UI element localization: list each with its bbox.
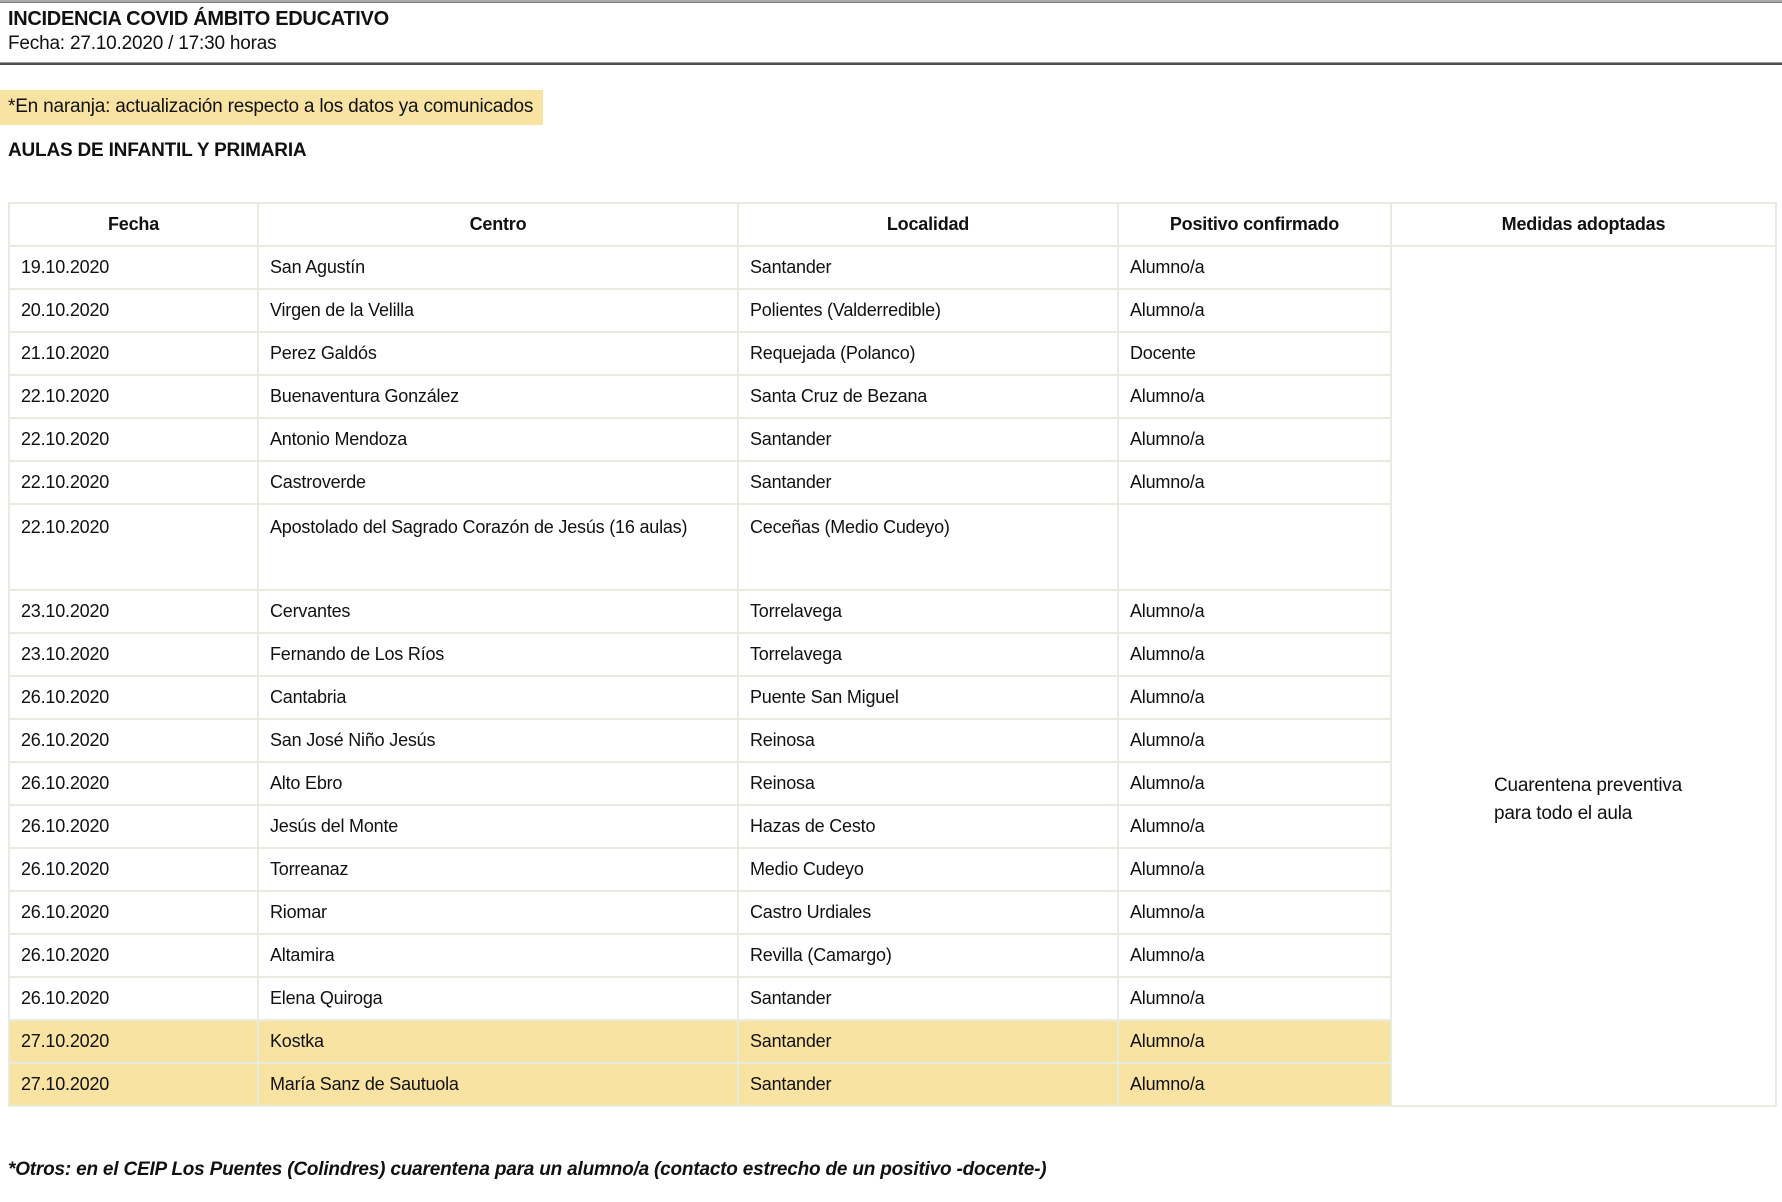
cell-positivo: Alumno/a (1118, 676, 1391, 719)
cell-positivo: Alumno/a (1118, 805, 1391, 848)
cell-centro-text: Cantabria (270, 687, 347, 707)
cell-centro-text: Virgen de la Velilla (270, 300, 414, 320)
cell-positivo: Alumno/a (1118, 1063, 1391, 1106)
cell-positivo: Alumno/a (1118, 762, 1391, 805)
cell-centro-text: Antonio Mendoza (270, 429, 408, 449)
cell-fecha: 26.10.2020 (9, 762, 258, 805)
cell-fecha: 22.10.2020 (9, 504, 258, 590)
cell-fecha: 19.10.2020 (9, 246, 258, 289)
cell-centro-text: María Sanz de Sautuola (270, 1074, 459, 1094)
cell-centro-text: Perez Galdós (270, 343, 377, 363)
cell-localidad: Requejada (Polanco) (738, 332, 1118, 375)
cell-centro (258, 590, 738, 633)
cell-positivo: Alumno/a (1118, 418, 1391, 461)
cell-fecha: 22.10.2020 (9, 461, 258, 504)
cell-centro (258, 332, 738, 375)
cell-positivo: Docente (1118, 332, 1391, 375)
cell-localidad: Revilla (Camargo) (738, 934, 1118, 977)
cell-positivo: Alumno/a (1118, 719, 1391, 762)
header-separator (0, 62, 1782, 65)
cell-localidad: Hazas de Cesto (738, 805, 1118, 848)
cell-localidad: Medio Cudeyo (738, 848, 1118, 891)
table-header-row (9, 203, 1776, 246)
cell-positivo: Alumno/a (1118, 934, 1391, 977)
cell-centro (258, 934, 738, 977)
cell-fecha: 23.10.2020 (9, 633, 258, 676)
covid-incidence-table (8, 202, 1777, 1107)
cell-centro-text: San Agustín (270, 257, 365, 277)
cell-fecha: 23.10.2020 (9, 590, 258, 633)
cell-localidad: Torrelavega (738, 633, 1118, 676)
cell-centro-text: Cervantes (270, 601, 351, 621)
cell-fecha: 26.10.2020 (9, 891, 258, 934)
cell-fecha: 26.10.2020 (9, 934, 258, 977)
cell-centro-text: Altamira (270, 945, 335, 965)
cell-fecha: 27.10.2020 (9, 1020, 258, 1063)
cell-localidad: Reinosa (738, 762, 1118, 805)
cell-centro (258, 977, 738, 1020)
cell-centro (258, 891, 738, 934)
cell-positivo: Alumno/a (1118, 375, 1391, 418)
measures-text: Cuarentena preventiva para todo el aula (1494, 774, 1683, 824)
cell-fecha: 26.10.2020 (9, 805, 258, 848)
column-header-positivo: Positivo confirmado (1118, 203, 1391, 246)
page-title: INCIDENCIA COVID ÁMBITO EDUCATIVO (8, 8, 389, 30)
measures-merged-cell (1391, 246, 1776, 1106)
cell-localidad: Santa Cruz de Bezana (738, 375, 1118, 418)
cell-fecha: 26.10.2020 (9, 848, 258, 891)
cell-fecha: 20.10.2020 (9, 289, 258, 332)
cell-centro (258, 719, 738, 762)
cell-centro-text: Buenaventura González (270, 386, 459, 406)
cell-localidad: Ceceñas (Medio Cudeyo) (738, 504, 1118, 590)
date-line: Fecha: 27.10.2020 / 17:30 horas (8, 33, 277, 54)
cell-centro (258, 246, 738, 289)
cell-localidad: Torrelavega (738, 590, 1118, 633)
cell-localidad: Reinosa (738, 719, 1118, 762)
column-header-medidas: Medidas adoptadas (1391, 203, 1776, 246)
cell-centro-text: Apostolado del Sagrado Corazón de Jesús (16 aulas) (270, 517, 688, 537)
cell-positivo: Alumno/a (1118, 1020, 1391, 1063)
cell-centro (258, 848, 738, 891)
cell-localidad: Santander (738, 461, 1118, 504)
cell-centro (258, 805, 738, 848)
cell-localidad: Santander (738, 1063, 1118, 1106)
cell-positivo: Alumno/a (1118, 289, 1391, 332)
cell-centro-text: Alto Ebro (270, 773, 343, 793)
cell-positivo: Alumno/a (1118, 246, 1391, 289)
cell-centro (258, 1063, 738, 1106)
cell-fecha: 26.10.2020 (9, 719, 258, 762)
cell-centro (258, 762, 738, 805)
cell-centro (258, 289, 738, 332)
cell-fecha: 27.10.2020 (9, 1063, 258, 1106)
cell-centro (258, 504, 738, 590)
column-header-centro: Centro (258, 203, 738, 246)
column-header-localidad: Localidad (738, 203, 1118, 246)
footer-note: *Otros: en el CEIP Los Puentes (Colindres) cuarentena para un alumno/a (contacto estrecho de un positivo -docente-) (8, 1159, 1047, 1180)
cell-localidad: Santander (738, 418, 1118, 461)
cell-centro (258, 633, 738, 676)
cell-positivo (1118, 504, 1391, 590)
cell-centro-text: Fernando de Los Ríos (270, 644, 445, 664)
cell-centro-text: Elena Quiroga (270, 988, 383, 1008)
cell-centro-text: Riomar (270, 902, 327, 922)
cell-centro-text: Torreanaz (270, 859, 349, 879)
cell-fecha: 26.10.2020 (9, 977, 258, 1020)
cell-centro-text: Jesús del Monte (270, 816, 399, 836)
cell-localidad: Polientes (Valderredible) (738, 289, 1118, 332)
column-header-fecha: Fecha (9, 203, 258, 246)
cell-centro (258, 375, 738, 418)
cell-centro (258, 418, 738, 461)
cell-centro-text: Castroverde (270, 472, 366, 492)
legend-note: *En naranja: actualización respecto a los datos ya comunicados (0, 90, 543, 125)
top-divider (0, 0, 1782, 3)
cell-localidad: Santander (738, 246, 1118, 289)
cell-localidad: Puente San Miguel (738, 676, 1118, 719)
cell-localidad: Santander (738, 1020, 1118, 1063)
cell-centro (258, 461, 738, 504)
cell-centro (258, 676, 738, 719)
cell-localidad: Castro Urdiales (738, 891, 1118, 934)
cell-fecha: 21.10.2020 (9, 332, 258, 375)
cell-localidad: Santander (738, 977, 1118, 1020)
cell-fecha: 22.10.2020 (9, 375, 258, 418)
cell-positivo: Alumno/a (1118, 977, 1391, 1020)
cell-fecha: 26.10.2020 (9, 676, 258, 719)
cell-positivo: Alumno/a (1118, 633, 1391, 676)
cell-positivo: Alumno/a (1118, 590, 1391, 633)
table-row (9, 246, 1776, 289)
cell-centro-text: Kostka (270, 1031, 324, 1051)
section-title: AULAS DE INFANTIL Y PRIMARIA (8, 140, 307, 161)
cell-fecha: 22.10.2020 (9, 418, 258, 461)
cell-positivo: Alumno/a (1118, 891, 1391, 934)
cell-positivo: Alumno/a (1118, 848, 1391, 891)
cell-positivo: Alumno/a (1118, 461, 1391, 504)
cell-centro-text: San José Niño Jesús (270, 730, 436, 750)
cell-centro (258, 1020, 738, 1063)
